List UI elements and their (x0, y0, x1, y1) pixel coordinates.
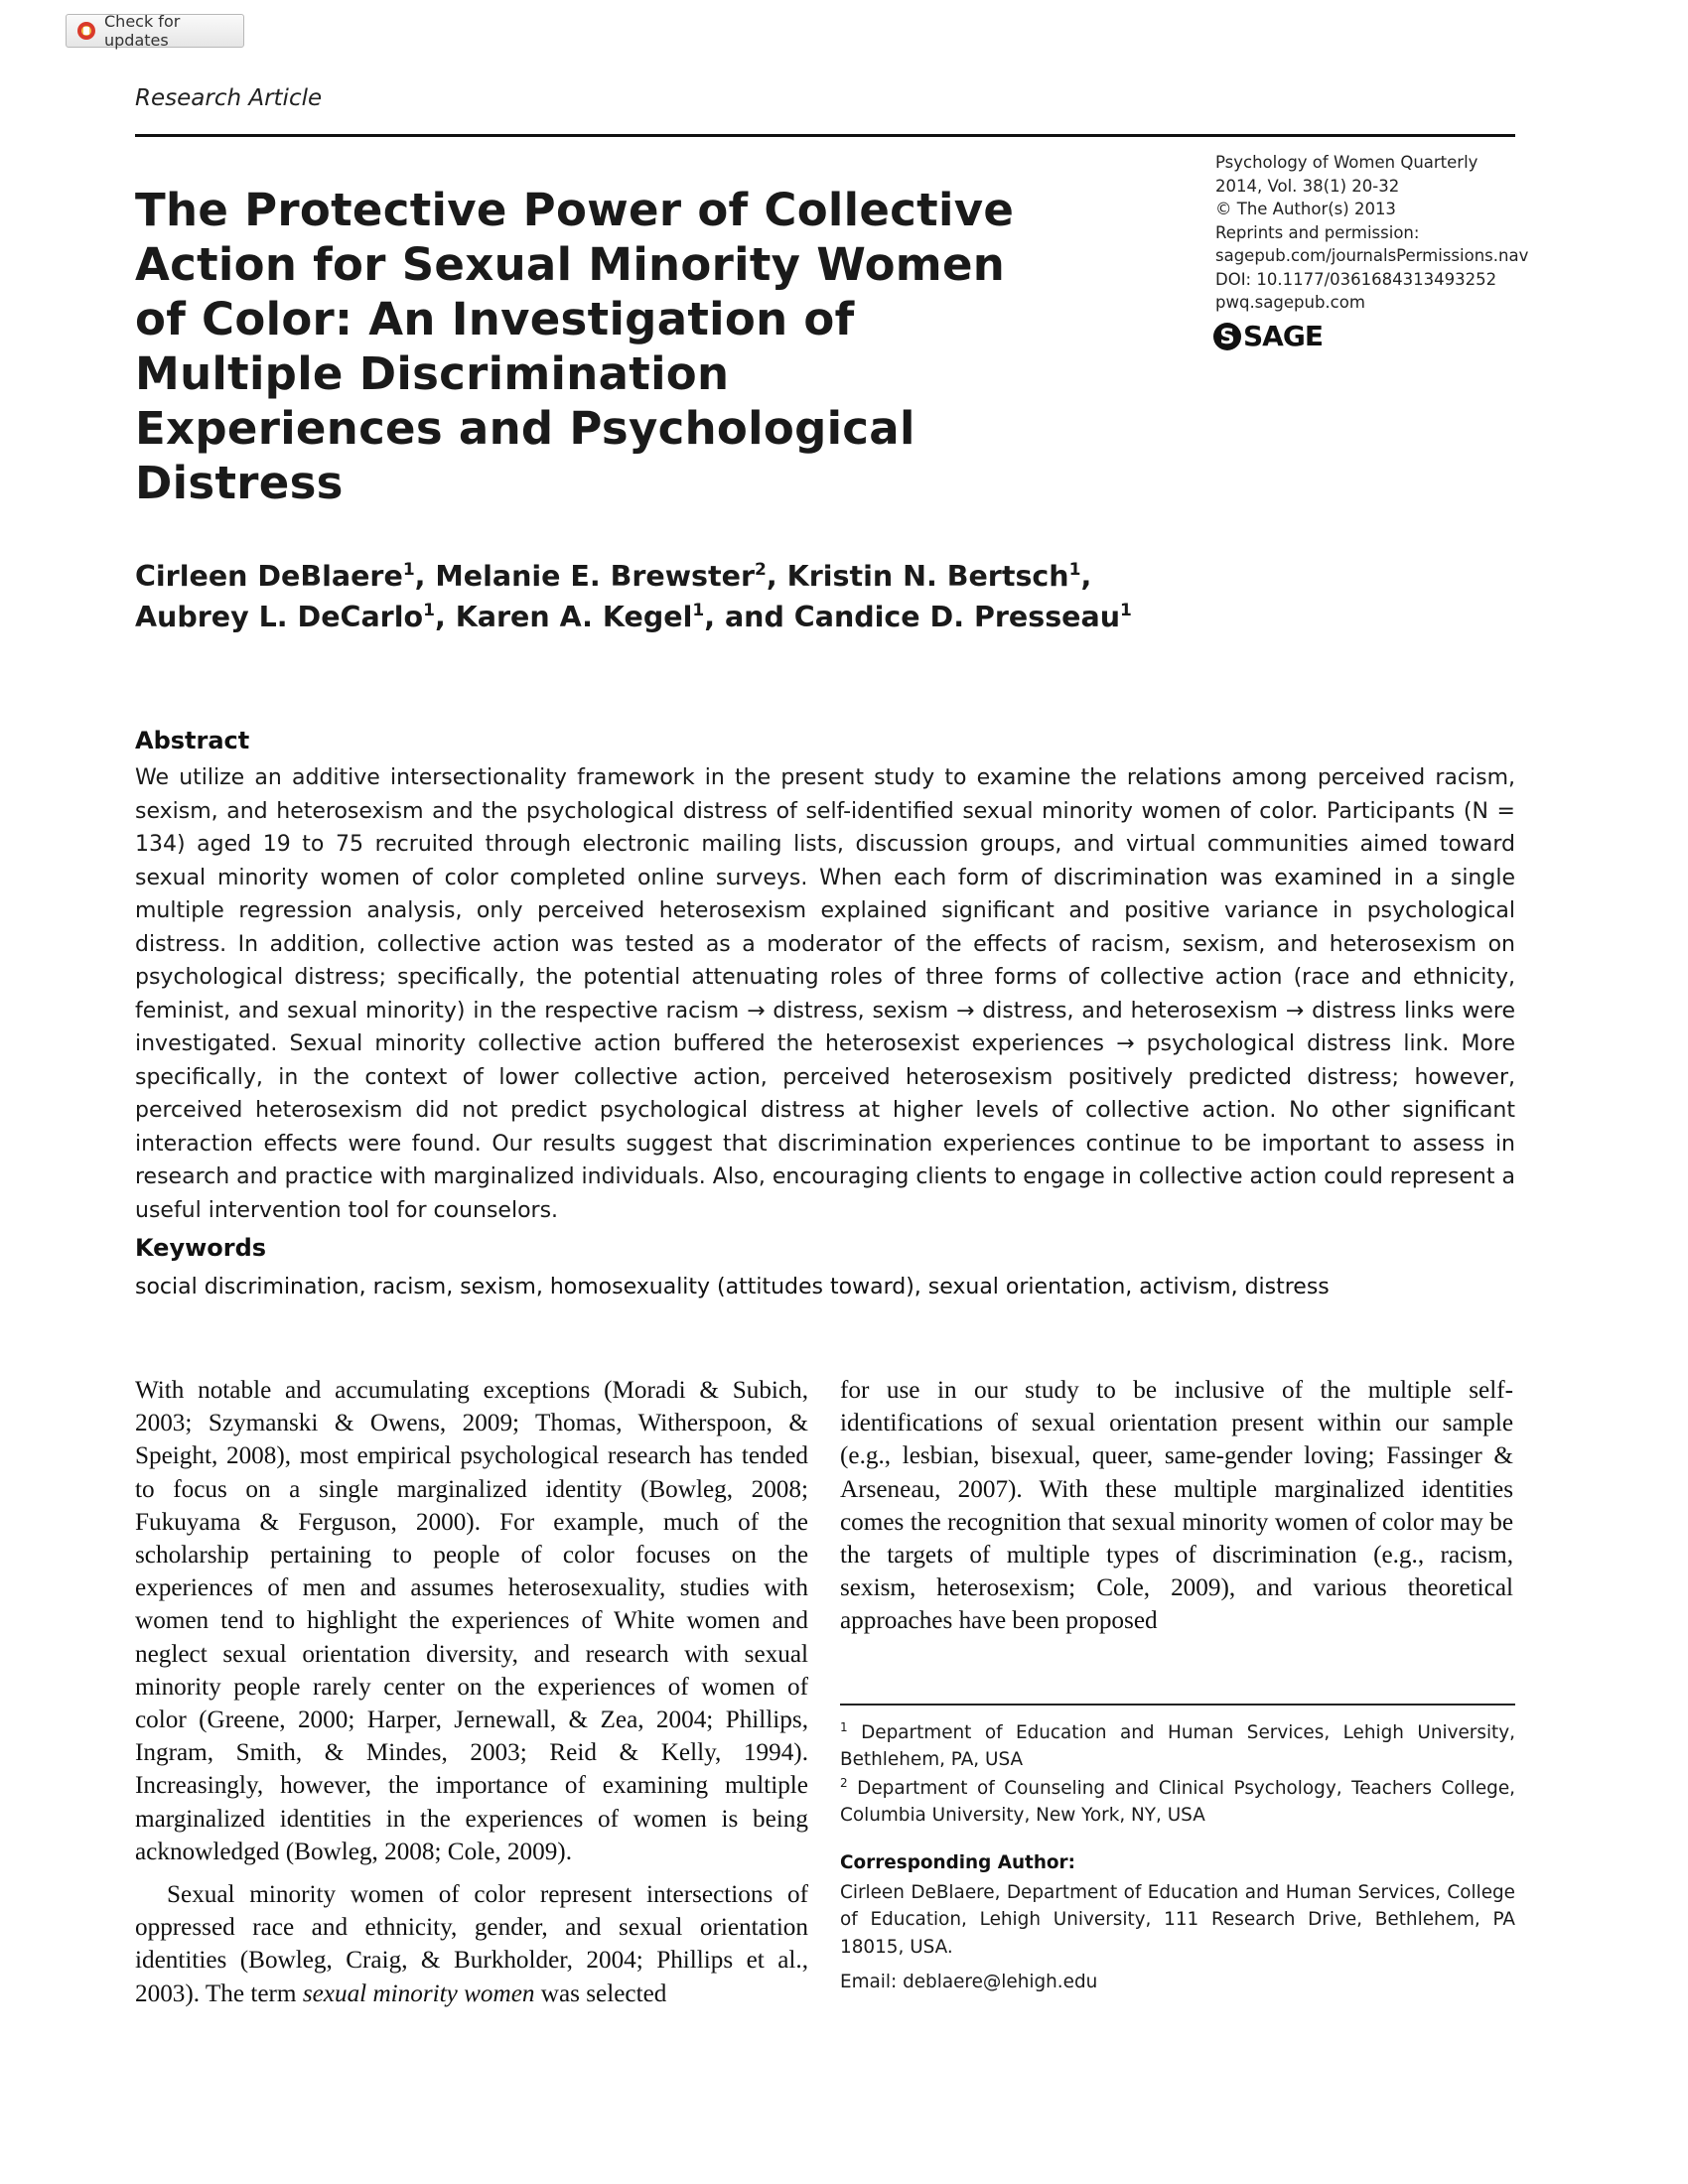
keywords-text: social discrimination, racism, sexism, homosexuality (attitudes toward), sexual orientation, activism, distress (135, 1275, 1330, 1299)
journal-info-link[interactable]: pwq.sagepub.com (1215, 293, 1365, 312)
footnote-mark: 1 (840, 1720, 848, 1734)
corresponding-author-heading: Corresponding Author: (840, 1852, 1075, 1873)
corresponding-author-text: Cirleen DeBlaere, Department of Education and Human Services, College of Education, Lehigh University, 111 Research Drive, Bethlehem, PA 18015, USA. (840, 1882, 1515, 1958)
affiliation-mark: 1 (1068, 560, 1081, 580)
journal-info-link[interactable]: sagepub.com/journalsPermissions.nav (1215, 246, 1529, 265)
body-column-left (135, 1374, 808, 2010)
body-text: was selected (534, 1979, 667, 2007)
footnote-text: Department of Education and Human Services, Lehigh University, Bethlehem, PA, USA (840, 1722, 1515, 1771)
affiliation-mark: 1 (423, 601, 435, 620)
body-paragraph (135, 1878, 808, 2010)
journal-info-line: © The Author(s) 2013 (1215, 200, 1396, 218)
author-name: Karen A. Kegel (455, 601, 693, 633)
corresponding-author-email[interactable]: Email: deblaere@lehigh.edu (840, 1972, 1098, 1992)
author-name: Cirleen DeBlaere (135, 560, 403, 593)
author-name: Aubrey L. DeCarlo (135, 601, 424, 633)
body-paragraph: With notable and accumulating exceptions (Moradi & Subich, 2003; Szymanski & Owens, 2009; Thomas, Witherspoon, & Speight, 2008), most empirical psychological research has tended to focus on a single marginalized identity (Bowleg, 2008; Fukuyama & Ferguson, 2000). For example, much of the scholarship pertaining to people of color focuses on the experiences of men and assumes heterosexuality, studies with women tend to highlight the experiences of White women and neglect sexual orientation diversity, and research with sexual minority people rarely center on the experiences of women of color (Greene, 2000; Harper, Jernewall, & Zea, 2004; Phillips, Ingram, Smith, & Mindes, 2003; Reid & Kelly, 1994). Increasingly, however, the importance of examining multiple marginalized identities in the experiences of women is being acknowledged (Bowleg, 2008; Cole, 2009). (135, 1377, 808, 1865)
author-list (135, 556, 1227, 637)
body-paragraph: for use in our study to be inclusive of the multiple self-identifications of sexual orientation present within our sample (e.g., lesbian, bisexual, queer, same-gender loving; Fassinger & Arseneau, 2007). With these multiple marginalized identities comes the recognition that sexual minority women of color may be the targets of multiple types of discrimination (e.g., racism, sexism, heterosexism; Cole, 2009), and various theoretical approaches have been proposed (840, 1377, 1513, 1635)
sage-wordmark: SAGE (1243, 320, 1323, 352)
affiliation-mark: 1 (1120, 601, 1132, 620)
author-separator: , and (704, 601, 794, 633)
author-separator: , (766, 560, 787, 593)
journal-info (1215, 151, 1533, 315)
author-name: Kristin N. Bertsch (786, 560, 1069, 593)
sage-logo (1213, 320, 1323, 352)
check-for-updates-label: Check for updates (104, 12, 181, 50)
journal-info-doi[interactable]: DOI: 10.1177/0361684313493252 (1215, 269, 1497, 289)
body-emphasis: sexual minority women (302, 1979, 535, 2007)
author-separator: , (434, 601, 456, 633)
journal-info-line: Psychology of Women Quarterly (1215, 153, 1478, 172)
abstract-text: We utilize an additive intersectionality framework in the present study to examine the relations among perceived racism, sexism, and heterosexism and the psychological distress of self-identified sexual minority women of color. Participants (N = 134) aged 19 to 75 recruited through electronic mailing lists, discussion groups, and virtual communities aimed toward sexual minority women of color completed online surveys. When each form of discrimination was examined in a single multiple regression analysis, only perceived heterosexism explained significant and positive variance in psychological distress. In addition, collective action was tested as a moderator of the effects of racism, sexism, and heterosexism on psychological distress; specifically, the potential attenuating roles of three forms of collective action (race and ethnicity, feminist, and sexual minority) in the respective racism → distress, sexism → distress, and heterosexism → distress links were investigated. Sexual minority collective action buffered the heterosexist experiences → psychological distress link. More specifically, in the context of lower collective action, perceived heterosexism positively predicted distress; however, perceived heterosexism did not predict psychological distress at higher levels of collective action. No other significant interaction effects were found. Our results suggest that discrimination experiences continue to be important to assess in research and practice with marginalized individuals. Also, encouraging clients to engage in collective action could represent a useful intervention tool for counselors. (135, 765, 1515, 1223)
footnote-affiliation-1 (840, 1719, 1515, 1774)
article-type: Research Article (135, 85, 323, 111)
footnote-mark: 2 (840, 1776, 848, 1790)
footnote-affiliation-2 (840, 1775, 1515, 1830)
header-rule (135, 134, 1515, 137)
affiliation-mark: 1 (402, 560, 415, 580)
abstract-heading: Abstract (135, 727, 250, 754)
journal-info-line: 2014, Vol. 38(1) 20-32 (1215, 176, 1400, 196)
sage-s-icon: S (1213, 323, 1241, 350)
body-column-right (840, 1374, 1513, 1638)
journal-info-line: Reprints and permission: (1215, 222, 1420, 242)
author-name: Candice D. Presseau (793, 601, 1121, 633)
author-name: Melanie E. Brewster (435, 560, 756, 593)
author-separator: , (414, 560, 436, 593)
author-separator: , (1080, 560, 1092, 593)
keywords-heading: Keywords (135, 1234, 267, 1262)
article-title: The Protective Power of Collective Action for Sexual Minority Women of Color: An Investigation of Multiple Discrimination Experiences and Psychological Distress (135, 184, 1015, 509)
footnote-rule (840, 1704, 1515, 1706)
affiliation-mark: 1 (692, 601, 705, 620)
affiliation-mark: 2 (755, 560, 767, 580)
footnote-text: Department of Counseling and Clinical Psychology, Teachers College, Columbia University, New York, NY, USA (840, 1778, 1515, 1827)
body-text: Sexual minority women of color represent intersections of oppressed race and ethnicity, gender, and sexual orientation identities (Bowleg, Craig, & Burkholder, 2004; Phillips et al., 2003). The term (135, 1881, 808, 2007)
update-icon (76, 21, 96, 41)
check-for-updates-button[interactable] (66, 14, 244, 48)
